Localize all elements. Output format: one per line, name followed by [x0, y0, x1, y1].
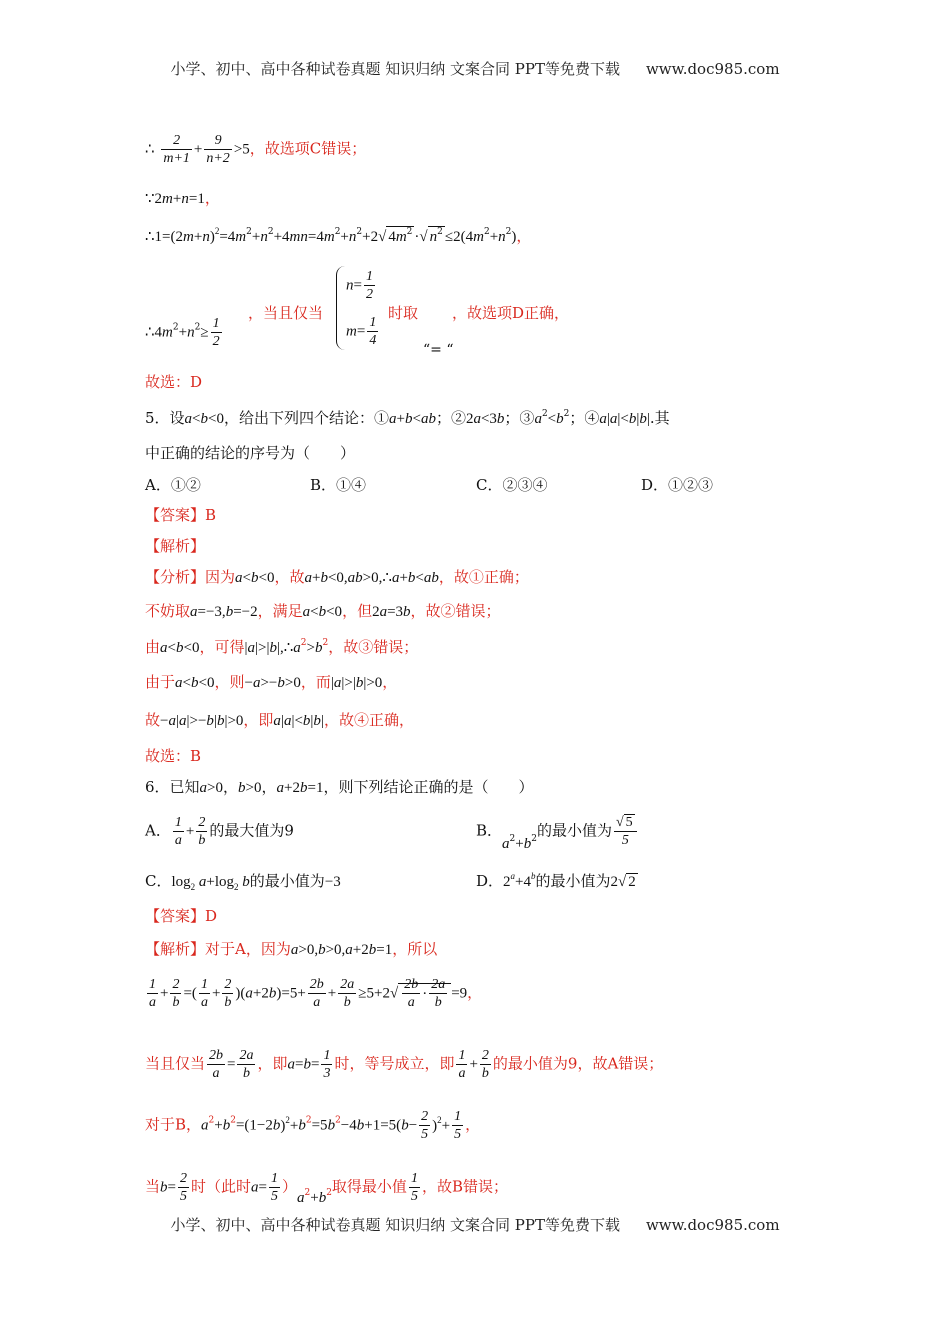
page-footer: [0, 1214, 950, 1235]
footer-url[interactable]: www.doc985.com: [645, 1216, 780, 1234]
header-title: 小学、初中、高中各种试卷真题 知识归纳 文案合同 PPT等免费下载: [170, 60, 620, 78]
q5-answer: 【答案】B: [145, 506, 217, 524]
q6-analysis-b1: 对于B，$a^2+b^2=(1-2b)^2+b^2=5b^2-4b+1=5(b-$ $\frac{2}{5}$ )$^2$+ $\frac{1}{5}$ ，: [145, 1109, 481, 1142]
q6-analysis-a1: 【解析】对于A，因为a>0,b>0,a+2b=1，所以: [145, 940, 438, 958]
header-url[interactable]: www.doc985.com: [645, 60, 780, 78]
q6-analysis-b2: 当b= $\frac{2}{5}$ 时（此时a= $\frac{1}{5}$ ）$a^2+b^2$取得最小值 $\frac{1}{5}$ ，故B错误；: [145, 1171, 508, 1206]
q6-analysis-a3: 当且仅当 $\frac{2b}{a}$ = $\frac{2a}{b}$ ，即a=b= $\frac{1}{3}$ 时，等号成立，即 $\frac{1}{a}$ + $\frac{2}{b}$ 的最小值为9，故A错误；: [145, 1048, 664, 1081]
prev-line-4: $\therefore 4m^2+n^2\ge$ $\frac{1}{2}$: [145, 316, 220, 349]
prev-line-3: $\therefore 1=(2m+n)^2=4m^2+n^2+4mn=4m^2+n^2+2√$ $4m^2$ ·√ $n^2 \le 2(4m^2+n^2)$，: [145, 226, 532, 245]
q6-option-b[interactable]: B．$a^2+b^2$的最小值为 $\frac{√ 5}{5}$: [476, 814, 639, 854]
q5-option-a[interactable]: A．①②: [145, 476, 201, 494]
prev-line-2: ∵2m+n=1，: [145, 189, 220, 207]
q6-option-d[interactable]: D．$2^a+4^b$的最小值为2√ 2: [476, 871, 636, 890]
prev-c-wrong: ，故选项C错误；: [249, 139, 367, 158]
q5-option-d[interactable]: D．①②③: [641, 476, 714, 494]
q5-step-1: 【分析】因为a<b<0，故a+b<0,ab>0,∴a+b<ab，故①正确；: [145, 568, 529, 586]
q5-stem: 5．设a<b<0，给出下列四个结论：①a+b<ab；②2a<3b；$③a^2<b^2$；④a|a|<b|b|.其: [145, 409, 670, 427]
q5-analysis-label: 【解析】: [145, 537, 206, 555]
q6-stem: 6．已知a>0，b>0，a+2b=1，则下列结论正确的是（ ）: [145, 778, 534, 796]
q5-option-b[interactable]: B．①④: [310, 476, 367, 494]
prev-answer: 故选：D: [145, 373, 203, 391]
prev-d-correct: ，故选项D正确，: [452, 304, 570, 322]
q6-answer: 【答案】D: [145, 907, 218, 925]
sys-eq-n: n= $\frac{1}{2}$: [346, 269, 373, 302]
q6-analysis-a2: $\frac{1}{a}$ + $\frac{2}{b}$ =( $\frac{1}{a}$ + $\frac{2}{b}$ )(a+2b)=5+ $\frac{2b}{a}$ + $\frac{2a}{b}$ ≥5+2√ $\frac{2b}{a}$ · $\frac{2a}{b}$ =9，: [149, 977, 483, 1010]
footer-title: 小学、初中、高中各种试卷真题 知识归纳 文案合同 PPT等免费下载: [170, 1216, 620, 1234]
q5-option-c[interactable]: C．②③④: [476, 476, 548, 494]
q6-option-a[interactable]: A． $\frac{1}{a}$ + $\frac{2}{b}$ 的最大值为9: [145, 815, 294, 848]
q6-option-c[interactable]: C．$\log_2 a+\log_2$ b的最小值为−3: [145, 872, 341, 892]
prev-eq-mark: “= “: [423, 342, 454, 358]
prev-line-1: ∴ $\frac{2}{m+1}$ + $\frac{9}{n+2}$ >5，故选项C错误；: [145, 133, 367, 166]
q5-stem-line2: 中正确的结论的序号为（ ）: [145, 444, 356, 462]
q5-final: 故选：B: [145, 747, 202, 765]
prev-take: 时取: [388, 304, 419, 322]
q5-step-3: 由a<b<0，可得$|a|>|b|,\therefore a^2>b^2$，故③错误；: [145, 638, 419, 656]
page-header: [0, 58, 950, 79]
q5-step-5: 故−a|a|>−b|b|>0，即a|a|<b|b|，故④正确，: [145, 711, 414, 729]
sys-eq-m: m= $\frac{1}{4}$: [346, 315, 377, 348]
q5-step-4: 由于a<b<0，则−a>−b>0，而|a|>|b|>0，: [145, 673, 398, 691]
q5-step-2: 不妨取a=−3,b=−2，满足a<b<0，但2a=3b，故②错误；: [145, 602, 501, 620]
prev-cond: ，当且仅当: [248, 304, 324, 322]
